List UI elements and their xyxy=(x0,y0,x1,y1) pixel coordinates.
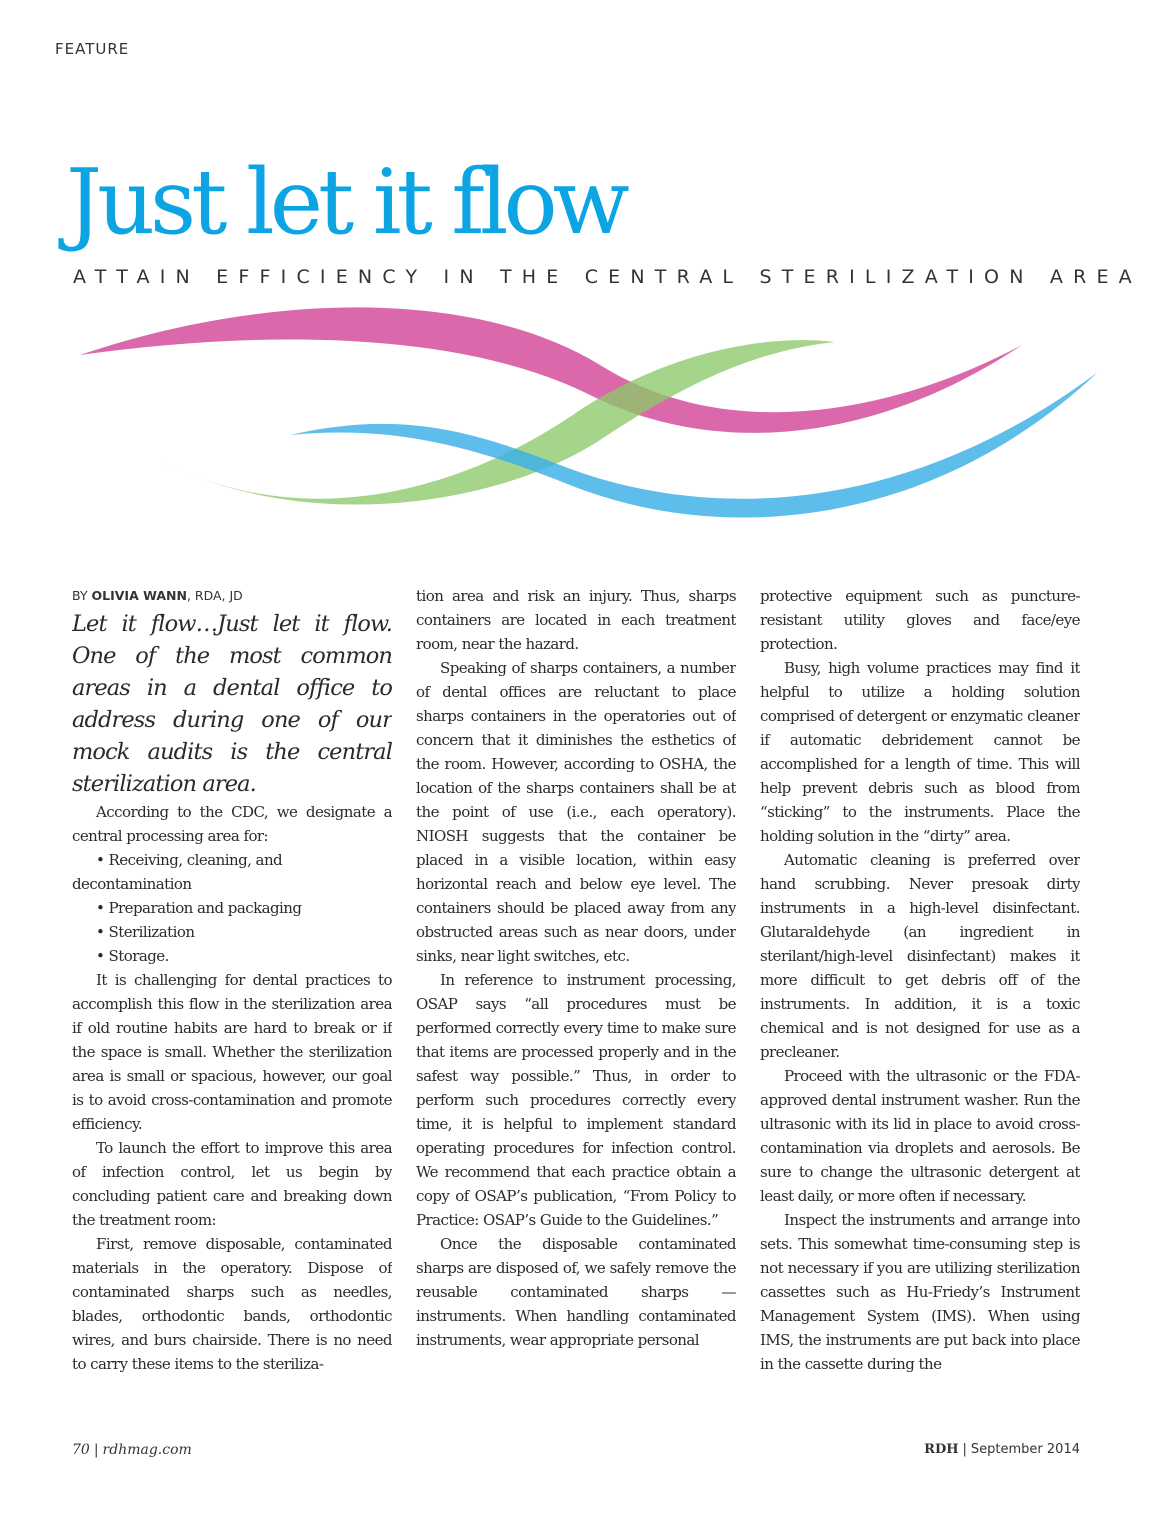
byline-credentials: , RDA, JD xyxy=(186,588,243,603)
paragraph: Once the disposable contaminated sharps are disposed of, we safely remove the reusable contaminated sharps — instruments. When handling contaminated instruments, wear appropriate personal xyxy=(416,1235,736,1349)
paragraph: Proceed with the ultrasonic or the FDA-approved dental instrument washer. Run the ultrasonic with its lid in place to avoid cross-contamination via droplets and aerosols. Be sure to change the ultrasonic detergent at least daily, or more often if necessary. xyxy=(760,1067,1080,1205)
issue-date: September 2014 xyxy=(970,1442,1080,1457)
byline-prefix: BY xyxy=(72,588,92,603)
magenta-ribbon xyxy=(80,307,1022,432)
footer-left xyxy=(72,1442,192,1458)
byline-author: OLIVIA WANN xyxy=(91,588,187,603)
byline xyxy=(72,584,392,608)
section-label: FEATURE xyxy=(55,40,130,58)
magazine-brand: RDH xyxy=(924,1442,959,1457)
paragraph: In reference to instrument processing, OSAP says “all procedures must be performed correctly every time to make sure that items are processed properly and in the safest way possible.” Thus, in order to perform such procedures correctly every time, it is helpful to implement standard operating procedures for infection control. We recommend that each practice obtain a copy of OSAP’s publication, “From Policy to Practice: OSAP’s Guide to the Guidelines.” xyxy=(416,971,736,1229)
paragraph: protective equipment such as puncture-resistant utility gloves and face/eye protection. xyxy=(760,587,1080,653)
column-3 xyxy=(760,584,1080,1474)
paragraph: It is challenging for dental practices to accomplish this flow in the sterilization area if old routine habits are hard to break or if the space is small. Whether the sterilization area is small or spacious, however, our goal is to avoid cross-contamination and promote efficiency. xyxy=(72,971,392,1133)
page-number: 70 xyxy=(72,1442,90,1458)
column-1 xyxy=(72,584,392,1474)
lede-paragraph: Let it flow…Just let it flow. One of the most common areas in a dental office to address during one of our mock audits is the central sterilization area. xyxy=(72,611,392,797)
bullet-item: • Storage. xyxy=(96,947,169,965)
bullet-item: • Sterilization xyxy=(96,923,195,941)
article-title: Just let it flow xyxy=(66,150,625,255)
paragraph: Automatic cleaning is preferred over hand scrubbing. Never presoak dirty instruments in a high-level disinfectant. Glutaraldehyde (an ingredient in sterilant/high-level disinfectant) makes it more difficult to get debris off of the instruments. In addition, it is a toxic chemical and is not designed for use as a precleaner. xyxy=(760,851,1080,1061)
footer-separator: | xyxy=(962,1442,967,1457)
footer-separator: | xyxy=(93,1442,99,1458)
paragraph: Speaking of sharps containers, a number of dental offices are reluctant to place sharps containers in the operatories out of concern that it diminishes the esthetics of the room. However, according to OSHA, the location of the sharps containers shall be at the point of use (i.e., each operatory). NIOSH suggests that the container be placed in a visible location, within easy horizontal reach and below eye level. The containers should be placed away from any obstructed areas such as near doors, under sinks, near light switches, etc. xyxy=(416,659,736,965)
paragraph: First, remove disposable, contaminated materials in the operatory. Dispose of contaminated sharps such as needles, blades, orthodontic bands, orthodontic wires, and burs chairside. There is no need to carry these items to the steriliza- xyxy=(72,1235,392,1373)
paragraph: Inspect the instruments and arrange into sets. This somewhat time-consuming step is not necessary if you are utilizing sterilization cassettes such as Hu-Friedy’s Instrument Management System (IMS). When using IMS, the instruments are put back into place in the cassette during the xyxy=(760,1211,1080,1373)
paragraph: According to the CDC, we designate a central processing area for: xyxy=(72,803,392,845)
footer-right xyxy=(924,1442,1080,1457)
paragraph: tion area and risk an injury. Thus, sharps containers are located in each treatment room, near the hazard. xyxy=(416,587,736,653)
article-subtitle: ATTAIN EFFICIENCY IN THE CENTRAL STERILIZATION AREA xyxy=(73,266,1142,288)
bullet-item: • Receiving, cleaning, and decontamination xyxy=(72,851,283,893)
paragraph: Busy, high volume practices may find it helpful to utilize a holding solution comprised of detergent or enzymatic cleaner if automatic debridement cannot be accomplished for a length of time. This will help prevent debris such as blood from “sticking” to the instruments. Place the holding solution in the “dirty” area. xyxy=(760,659,1080,845)
site-url: rdhmag.com xyxy=(102,1442,192,1458)
bullet-item: • Preparation and packaging xyxy=(96,899,302,917)
column-2 xyxy=(416,584,736,1474)
paragraph: To launch the effort to improve this area of infection control, let us begin by concluding patient care and breaking down the treatment room: xyxy=(72,1139,392,1229)
ribbon-graphic xyxy=(0,290,1152,540)
